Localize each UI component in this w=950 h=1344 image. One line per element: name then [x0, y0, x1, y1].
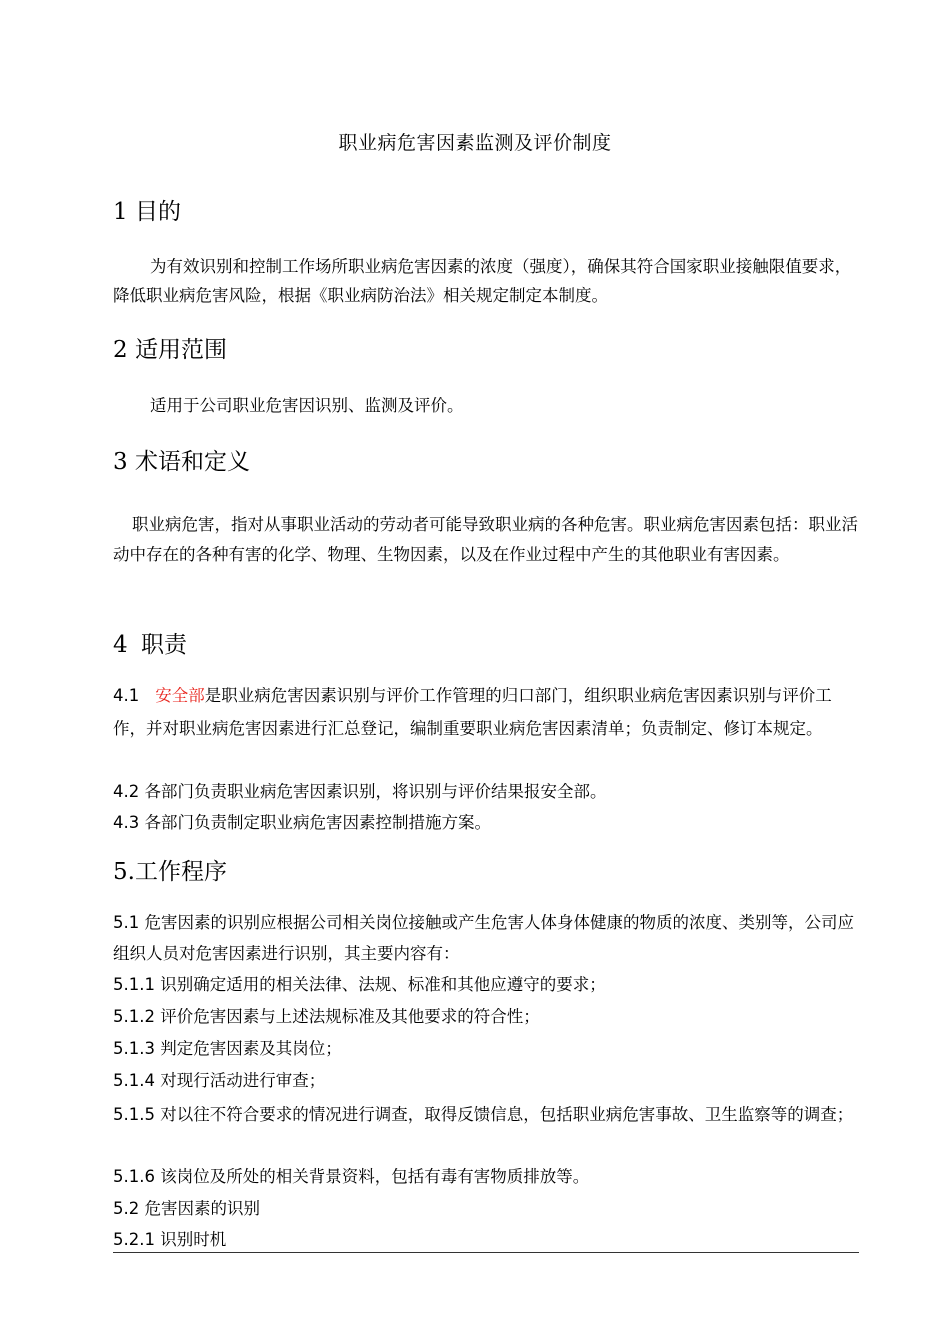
section-4-number: 4	[113, 632, 128, 658]
item-5-1-6: 5.1.6 该岗位及所处的相关背景资料，包括有毒有害物质排放等。	[113, 1167, 590, 1186]
section-2-paragraph: 适用于公司职业危害因识别、监测及评价。	[150, 396, 464, 415]
section-4-item-3: 4.3 各部门负责制定职业病危害因素控制措施方案。	[113, 813, 491, 832]
section-5-heading	[113, 853, 227, 886]
bottom-rule	[113, 1252, 859, 1253]
section-3-heading	[113, 443, 250, 476]
item-5-1: 5.1 危害因素的识别应根据公司相关岗位接触或产生危害人体身体健康的物质的浓度、类别等，公司应组织人员对危害因素进行识别，其主要内容有：	[113, 913, 854, 963]
section-1-number: 1	[113, 199, 128, 225]
item-4-1-number: 4.1	[113, 686, 140, 705]
section-3-number: 3	[113, 449, 128, 475]
section-4-title: 职责	[140, 632, 187, 658]
section-4-item-1	[113, 679, 858, 745]
item-5-1-4: 5.1.4 对现行活动进行审查；	[113, 1071, 326, 1090]
section-5-number: 5.	[113, 859, 135, 885]
safety-dept-highlight: 安全部	[155, 686, 205, 705]
item-5-2: 5.2 危害因素的识别	[113, 1199, 260, 1218]
section-2-number: 2	[113, 337, 128, 363]
document-title: 职业病危害因素监测及评价制度	[338, 132, 612, 154]
item-5-1-2: 5.1.2 评价危害因素与上述法规标准及其他要求的符合性；	[113, 1007, 540, 1026]
item-5-2-1: 5.2.1 识别时机	[113, 1230, 227, 1249]
section-5-title: 工作程序	[134, 859, 227, 885]
section-1-title: 目的	[134, 199, 181, 225]
section-2-title: 适用范围	[134, 337, 227, 363]
section-3-title: 术语和定义	[134, 449, 250, 475]
section-4-item-2: 4.2 各部门负责职业病危害因素识别，将识别与评价结果报安全部。	[113, 782, 607, 801]
section-4-heading	[113, 626, 187, 659]
section-3-paragraph: 职业病危害，指对从事职业活动的劳动者可能导致职业病的各种危害。职业病危害因素包括：职业活动中存在的各种有害的化学、物理、生物因素，以及在作业过程中产生的其他职业有害因素。	[113, 515, 858, 564]
section-1-paragraph: 为有效识别和控制工作场所职业病危害因素的浓度（强度），确保其符合国家职业接触限值要求，降低职业病危害风险，根据《职业病防治法》相关规定制定本制度。	[113, 257, 852, 305]
item-5-1-3: 5.1.3 判定危害因素及其岗位；	[113, 1039, 342, 1058]
item-5-1-1: 5.1.1 识别确定适用的相关法律、法规、标准和其他应遵守的要求；	[113, 975, 606, 994]
section-1-heading	[113, 193, 181, 226]
item-4-1-text: 是职业病危害因素识别与评价工作管理的归口部门，组织职业病危害因素识别与评价工作，并对职业病危害因素进行汇总登记，编制重要职业病危害因素清单；负责制定、修订本规定。	[113, 686, 832, 738]
section-2-heading	[113, 331, 227, 364]
item-5-1-5: 5.1.5 对以往不符合要求的情况进行调查，取得反馈信息，包括职业病危害事故、卫生监察等的调查；	[113, 1105, 854, 1124]
